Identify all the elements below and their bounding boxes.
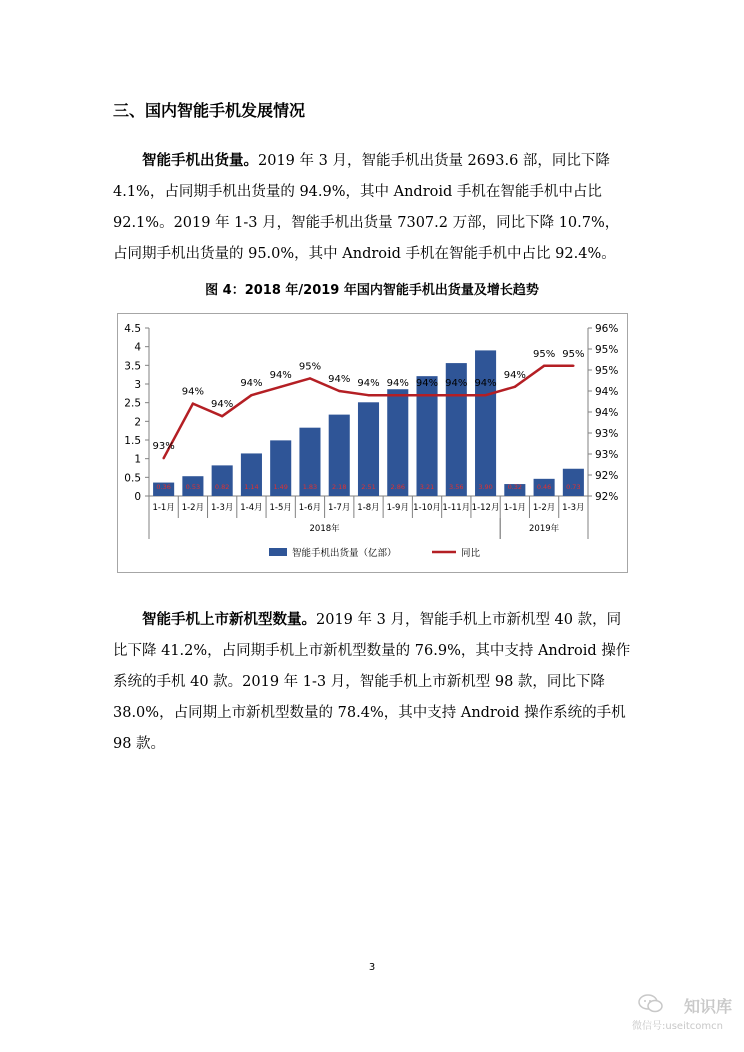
left-tick-label: 1 — [134, 453, 141, 466]
line-point — [338, 390, 340, 392]
category-label: 1-1月 — [152, 503, 175, 513]
category-label: 1-2月 — [181, 503, 205, 513]
bar — [387, 389, 408, 496]
paragraph-text: 2019 年 3 月，智能手机出货量 2693.6 部，同比下降 4.1%，占同期手机出货量的 94.9%，其中 Android 手机在智能手机中占比 92.1%。2019 年 1-3 月，智能手机出货量 7307.2 万部，同比下降 10.7%，占同期手机出货量的 95.0%，其中 Android 手机在智能手机中占比 92.4%。 — [113, 153, 620, 262]
paragraph-lead: 智能手机上市新机型数量。 — [142, 612, 316, 628]
page-number: 3 — [368, 962, 376, 973]
category-label: 1-7月 — [328, 503, 351, 513]
paragraph-new-models — [113, 605, 633, 760]
line-value-label: 94% — [386, 378, 409, 390]
line-point — [455, 394, 457, 396]
category-label: 1-4月 — [240, 503, 263, 513]
left-tick-label: 2 — [134, 416, 141, 429]
paragraph-lead: 智能手机出货量。 — [142, 153, 258, 169]
left-tick-label: 4.5 — [124, 323, 141, 335]
line-point — [221, 415, 223, 417]
paragraph-shipments — [113, 146, 633, 270]
line-point — [572, 365, 574, 367]
group-label: 2018年 — [309, 524, 340, 534]
line-value-label: 94% — [474, 378, 497, 390]
legend-label-line: 同比 — [461, 548, 481, 559]
line-point — [280, 386, 282, 388]
right-tick-label: 96% — [595, 323, 619, 335]
line-point — [543, 365, 545, 367]
line-value-label: 94% — [503, 369, 526, 381]
bar-value-label: 0.73 — [566, 483, 581, 491]
left-tick-label: 3 — [134, 379, 141, 391]
bar-value-label: 0.82 — [214, 483, 230, 491]
line-value-label: 94% — [240, 378, 263, 390]
right-tick-label: 95% — [595, 344, 619, 356]
line-point — [484, 394, 486, 396]
category-label: 1-5月 — [269, 503, 292, 513]
category-label: 1-10月 — [413, 503, 441, 513]
chart-frame — [117, 313, 628, 573]
bar-value-label: 3.56 — [449, 483, 464, 491]
category-label: 1-8月 — [357, 503, 380, 513]
watermark-name: 知识库 — [684, 997, 733, 1016]
line-point — [192, 402, 194, 404]
wechat-icon — [638, 994, 664, 1014]
bar — [358, 402, 379, 496]
combo-chart — [118, 314, 627, 572]
line-point — [162, 457, 164, 459]
line-value-label: 93% — [152, 441, 175, 453]
bar — [475, 350, 496, 496]
section-heading: 三、国内智能手机发展情况 — [113, 101, 306, 120]
line-value-label: 95% — [298, 361, 322, 373]
legend-label-bars: 智能手机出货量（亿部） — [292, 548, 397, 559]
category-label: 1-11月 — [442, 503, 471, 513]
left-tick-label: 0.5 — [124, 472, 141, 485]
category-label: 1-3月 — [562, 503, 585, 513]
line-value-label: 94% — [328, 374, 351, 385]
category-label: 1-6月 — [298, 503, 322, 513]
line-value-label: 95% — [562, 348, 585, 360]
paragraph-text: 2019 年 3 月，智能手机上市新机型 40 款，同比下降 41.2%，占同期手机上市新机型数量的 76.9%，其中支持 Android 操作系统的手机 40 款。2019 年 1-3 月，智能手机上市新机型 98 款，同比下降 38.0%，占同期上市新机型数量的 78.4%，其中支持 Android 操作系统的手机 98 款。 — [113, 612, 631, 752]
category-label: 1-1月 — [503, 503, 527, 513]
category-label: 1-12月 — [471, 503, 500, 513]
line-value-label: 94% — [211, 399, 234, 411]
left-tick-label: 2.5 — [124, 397, 141, 410]
right-tick-label: 94% — [595, 386, 619, 398]
left-tick-label: 3.5 — [124, 360, 141, 373]
line-value-label: 94% — [445, 378, 468, 390]
right-tick-label: 93% — [595, 449, 619, 461]
line-value-label: 94% — [357, 378, 380, 390]
right-tick-label: 93% — [595, 428, 619, 440]
left-tick-label: 4 — [134, 341, 141, 354]
line-point — [367, 394, 369, 396]
line-value-label: 95% — [532, 348, 556, 360]
line-point — [309, 377, 311, 379]
bar-value-label: 0.46 — [536, 483, 552, 491]
bar — [212, 465, 233, 496]
bar-value-label: 0.36 — [156, 483, 171, 491]
bar-value-label: 1.14 — [244, 483, 259, 491]
right-tick-label: 92% — [595, 470, 619, 482]
bar-value-label: 3.90 — [478, 483, 493, 491]
wechat-watermark — [628, 992, 738, 1034]
line-value-label: 94% — [415, 378, 439, 390]
line-point — [426, 394, 428, 396]
bar-value-label: 0.32 — [507, 483, 523, 491]
line-value-label: 94% — [181, 386, 205, 398]
left-tick-label: 1.5 — [124, 435, 141, 447]
right-tick-label: 94% — [595, 407, 619, 419]
bar-value-label: 1.83 — [302, 483, 318, 491]
line-point — [514, 386, 516, 388]
category-label: 1-9月 — [386, 503, 409, 513]
bar-value-label: 0.53 — [185, 483, 201, 491]
category-label: 1-2月 — [532, 503, 556, 513]
bar-value-label: 2.18 — [331, 483, 347, 491]
right-tick-label: 95% — [595, 365, 619, 377]
watermark-account: 微信号:useitcomcn — [632, 1021, 723, 1032]
bar-value-label: 1.49 — [273, 483, 288, 491]
line-value-label: 94% — [269, 369, 292, 381]
category-label: 1-3月 — [210, 503, 234, 513]
bar-value-label: 2.86 — [390, 483, 406, 491]
group-label: 2019年 — [529, 524, 560, 534]
figure-title: 图 4：2018 年/2019 年国内智能手机出货量及增长趋势 — [205, 283, 539, 298]
legend-swatch-bars — [269, 548, 287, 556]
bar-value-label: 3.21 — [419, 483, 435, 491]
right-tick-label: 92% — [595, 491, 619, 503]
line-point — [250, 394, 252, 396]
line-point — [397, 394, 399, 396]
bar-value-label: 2.51 — [361, 483, 376, 491]
left-tick-label: 0 — [134, 491, 141, 503]
